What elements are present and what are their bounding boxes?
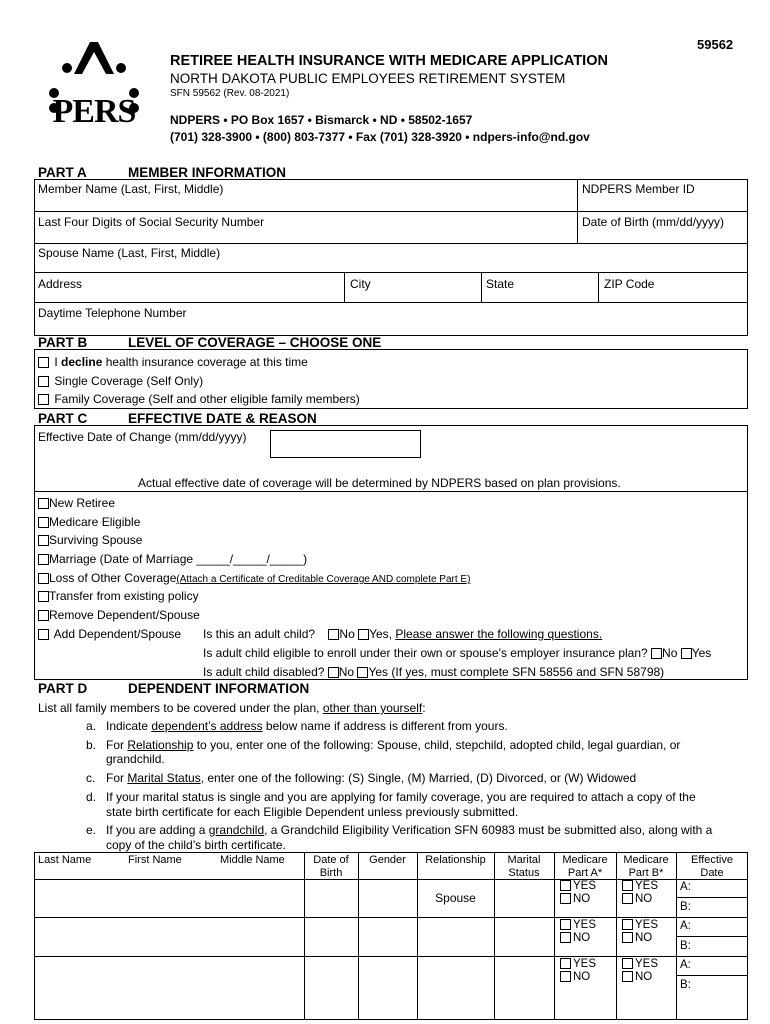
part-d-label: PART D	[38, 681, 88, 696]
col-last-name: Last Name	[38, 854, 92, 866]
part-b-label: PART B	[38, 335, 88, 350]
zip-field[interactable]: ZIP Code	[604, 277, 655, 291]
part-d-title: DEPENDENT INFORMATION	[128, 681, 310, 696]
adult-child-question: Is this an adult child? No Yes, Please answer the following questions.	[203, 627, 603, 641]
instruction-e: e. If you are adding a grandchild, a Grandchild Eligibility Verification SFN 60983 must be submitted also, along with a	[86, 823, 713, 837]
checkbox[interactable]	[622, 971, 633, 982]
reason-loss-coverage[interactable]: Loss of Other Coverage(Attach a Certificate of Creditable Coverage AND complete Part E)	[38, 571, 470, 585]
checkbox[interactable]	[622, 958, 633, 969]
checkbox[interactable]	[622, 919, 633, 930]
adult-child-disabled-question: Is adult child disabled? No Yes (If yes, must complete SFN 58556 and SFN 58798)	[203, 665, 665, 679]
form-number: 59562	[697, 37, 734, 52]
col-effective-date: Effective Date	[691, 854, 733, 879]
row1-eff-a[interactable]: A:	[680, 881, 691, 893]
coverage-family-option[interactable]: Family Coverage (Self and other eligible family members)	[38, 392, 360, 406]
spouse-name-field[interactable]: Spouse Name (Last, First, Middle)	[38, 246, 221, 260]
part-d-intro: List all family members to be covered under the plan, other than yourself:	[38, 701, 426, 715]
reason-new-retiree[interactable]: New Retiree	[38, 496, 115, 510]
coverage-single-option[interactable]: Single Coverage (Self Only)	[38, 374, 203, 388]
instruction-d-line2: state birth certificate for each Eligible Dependent unless previously submitted.	[106, 805, 519, 819]
row2-eff-b[interactable]: B:	[680, 940, 691, 952]
checkbox[interactable]	[560, 919, 571, 930]
part-b-title: LEVEL OF COVERAGE – CHOOSE ONE	[128, 335, 382, 350]
checkbox[interactable]	[560, 971, 571, 982]
instruction-b: b. For Relationship to you, enter one of the following: Spouse, child, stepchild, adopted child, legal guardian, or	[86, 738, 681, 752]
sfn-rev: SFN 59562 (Rev. 08-2021)	[170, 88, 290, 99]
reason-medicare-eligible[interactable]: Medicare Eligible	[38, 515, 140, 529]
ndpers-logo	[38, 38, 150, 136]
row1-med-b[interactable]: YES NO	[622, 880, 658, 906]
col-relationship: Relationship	[425, 854, 486, 866]
row3-eff-a[interactable]: A:	[680, 959, 691, 971]
coverage-decline-option[interactable]: I decline health insurance coverage at this time	[38, 355, 308, 369]
phone-field[interactable]: Daytime Telephone Number	[38, 306, 187, 320]
checkbox[interactable]	[622, 932, 633, 943]
checkbox[interactable]	[560, 880, 571, 891]
org-name: NORTH DAKOTA PUBLIC EMPLOYEES RETIREMENT SYSTEM	[170, 71, 566, 86]
instruction-b-line2: grandchild.	[106, 752, 165, 766]
instruction-e-line2: copy of the child’s birth certificate.	[106, 838, 286, 852]
single-checkbox[interactable]	[38, 376, 49, 387]
reason-transfer[interactable]: Transfer from existing policy	[38, 589, 199, 603]
eff-date-note: Actual effective date of coverage will be determined by NDPERS based on plan provisions.	[138, 476, 621, 490]
state-field[interactable]: State	[486, 277, 515, 291]
row2-med-b[interactable]: YES NO	[622, 919, 658, 945]
col-marital: Marital Status	[507, 854, 541, 879]
col-medicare-b: Medicare Part B*	[623, 854, 669, 879]
eff-date-input[interactable]	[270, 430, 421, 458]
decline-checkbox[interactable]	[38, 357, 49, 368]
checkbox[interactable]	[622, 893, 633, 904]
logo-text: PERS	[52, 93, 136, 130]
reason-remove-dependent[interactable]: Remove Dependent/Spouse	[38, 608, 200, 622]
reason-add-dependent[interactable]: Add Dependent/Spouse	[38, 627, 181, 641]
row1-relationship: Spouse	[435, 891, 476, 905]
row3-eff-b[interactable]: B:	[680, 979, 691, 991]
form-title: RETIREE HEALTH INSURANCE WITH MEDICARE APPLICATION	[170, 53, 608, 69]
address-field[interactable]: Address	[38, 277, 83, 291]
row2-eff-a[interactable]: A:	[680, 920, 691, 932]
member-name-field[interactable]: Member Name (Last, First, Middle)	[38, 182, 224, 196]
checkbox[interactable]	[560, 958, 571, 969]
part-a-title: MEMBER INFORMATION	[128, 165, 286, 180]
dob-field[interactable]: Date of Birth (mm/dd/yyyy)	[582, 215, 725, 229]
part-c-title: EFFECTIVE DATE & REASON	[128, 411, 317, 426]
instruction-d: d. If your marital status is single and you are applying for family coverage, you are required to attach a copy of the	[86, 790, 696, 804]
eff-date-label: Effective Date of Change (mm/dd/yyyy)	[38, 430, 247, 444]
mailing-address: NDPERS • PO Box 1657 • Bismarck • ND • 58502-1657	[170, 113, 473, 127]
part-a-label: PART A	[38, 165, 87, 180]
part-c-label: PART C	[38, 411, 88, 426]
col-first-name: First Name	[128, 854, 182, 866]
row1-eff-b[interactable]: B:	[680, 901, 691, 913]
ssn-field[interactable]: Last Four Digits of Social Security Number	[38, 215, 265, 229]
instruction-a: a. Indicate dependent’s address below name if address is different from yours.	[86, 719, 508, 733]
col-middle-name: Middle Name	[220, 854, 285, 866]
member-id-field[interactable]: NDPERS Member ID	[582, 182, 695, 196]
col-medicare-a: Medicare Part A*	[562, 854, 608, 879]
reason-marriage[interactable]: Marriage (Date of Marriage _____/_____/_____)	[38, 552, 307, 566]
checkbox[interactable]	[560, 893, 571, 904]
checkbox[interactable]	[560, 932, 571, 943]
row2-med-a[interactable]: YES NO	[560, 919, 596, 945]
checkbox[interactable]	[622, 880, 633, 891]
contact-info: (701) 328-3900 • (800) 803-7377 • Fax (701) 328-3920 • ndpers-info@nd.gov	[170, 130, 590, 144]
row3-med-b[interactable]: YES NO	[622, 958, 658, 984]
instruction-c: c. For Marital Status, enter one of the following: (S) Single, (M) Married, (D) Divorced, or (W) Widowed	[86, 771, 637, 785]
city-field[interactable]: City	[350, 277, 371, 291]
adult-child-eligible-question: Is adult child eligible to enroll under their own or spouse’s employer insurance plan? No Yes	[203, 646, 712, 660]
row3-med-a[interactable]: YES NO	[560, 958, 596, 984]
reason-surviving-spouse[interactable]: Surviving Spouse	[38, 533, 142, 547]
family-checkbox[interactable]	[38, 394, 49, 405]
part-c-reasons-box	[34, 492, 748, 680]
col-dob: Date of Birth	[313, 854, 349, 879]
row1-med-a[interactable]: YES NO	[560, 880, 596, 906]
col-gender: Gender	[369, 854, 406, 866]
